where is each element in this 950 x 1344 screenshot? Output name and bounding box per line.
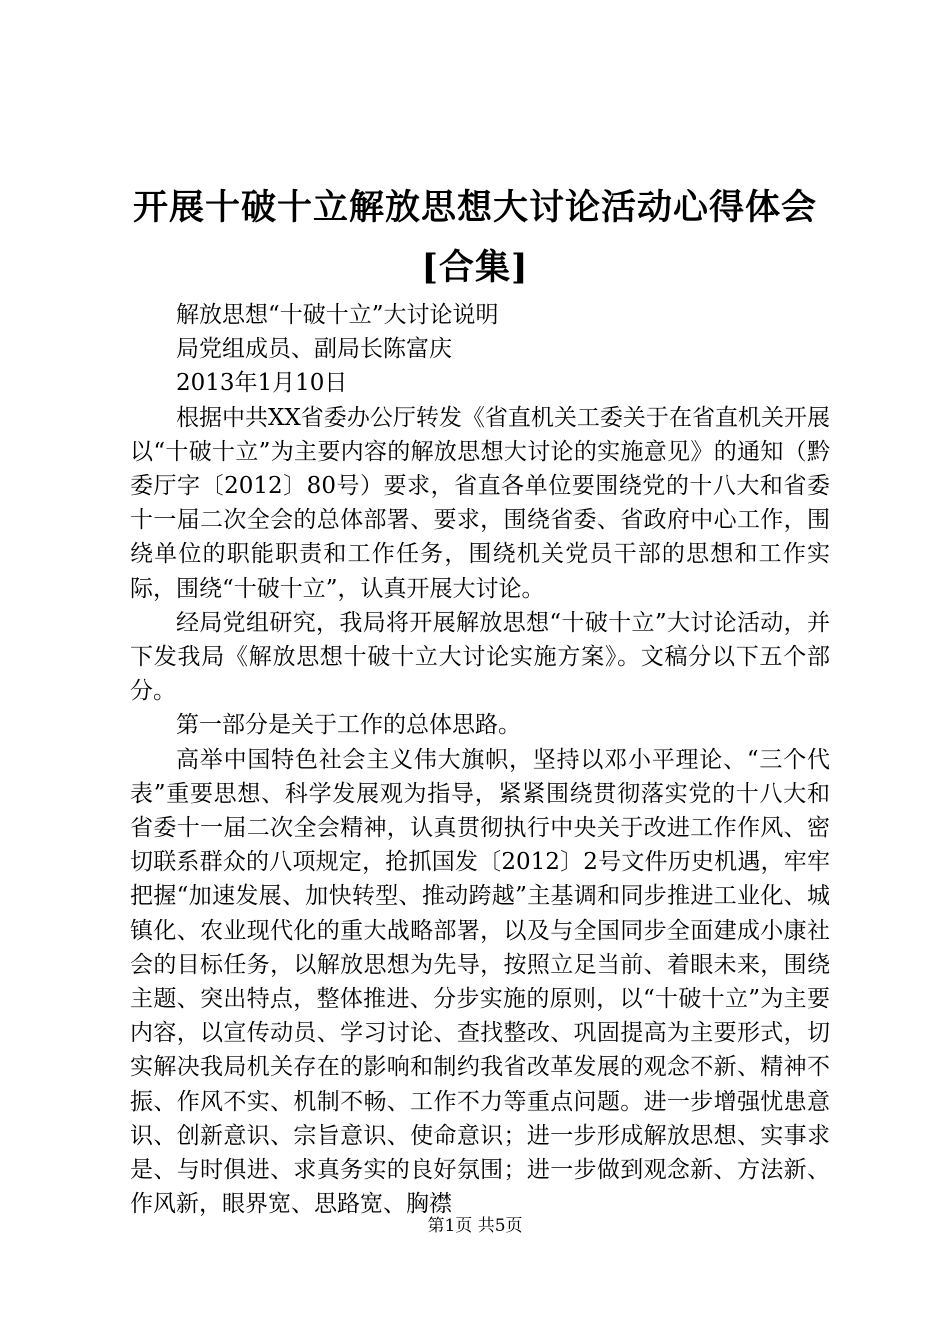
document-title-line-1: 开展十破十立解放思想大讨论活动心得体会: [132, 187, 817, 228]
paragraph-background: 根据中共XX省委办公厅转发《省直机关工委关于在省直机关开展以“十破十立”为主要内容的解放思想大讨论的实施意见》的通知（黔委厅字〔2012〕80号）要求，省直各单位要围绕党的十八大和省委十一届二次全会的总体部署、要求，围绕省委、省政府中心工作，围绕单位的职能职责和工作任务，围绕机关党员干部的思想和工作实际，围绕“十破十立”，认真开展大讨论。: [130, 404, 830, 602]
paragraph-author: 局党组成员、副局长陈富庆: [176, 336, 452, 363]
paragraph-plan: 经局党组研究，我局将开展解放思想“十破十立”大讨论活动，并下发我局《解放思想十破十立大讨论实施方案》。文稿分以下五个部分。: [130, 609, 830, 705]
document-body: [130, 298, 830, 1221]
paragraph-part-one-heading: 第一部分是关于工作的总体思路。: [176, 712, 521, 739]
paragraph-part-one-body: 高举中国特色社会主义伟大旗帜，坚持以邓小平理论、“三个代表”重要思想、科学发展观为指导，紧紧围绕贯彻落实党的十八大和省委十一届二次全会精神，认真贯彻执行中央关于改进工作作风、密切联系群众的八项规定，抢抓国发〔2012〕2号文件历史机遇，牢牢把握“加速发展、加快转型、推动跨越”主基调和同步推进工业化、城镇化、农业现代化的重大战略部署，以及与全国同步全面建成小康社会的目标任务，以解放思想为先导，按照立足当前、着眼未来，围绕主题、突出特点，整体推进、分步实施的原则，以“十破十立”为主要内容，以宣传动员、学习讨论、查找整改、巩固提高为主要形式，切实解决我局机关存在的影响和制约我省改革发展的观念不新、精神不振、作风不实、机制不畅、工作不力等重点问题。进一步增强忧患意识、创新意识、宗旨意识、使命意识；进一步形成解放思想、实事求是、与时俱进、求真务实的良好氛围；进一步做到观念新、方法新、作风新，眼界宽、思路宽、胸襟: [130, 746, 830, 1218]
page-number-footer: 第1页 共5页: [427, 1216, 523, 1236]
paragraph-date: 2013年1月10日: [176, 370, 348, 397]
document-title: [0, 178, 950, 298]
paragraph-subtitle: 解放思想“十破十立”大讨论说明: [176, 302, 499, 328]
document-title-line-2: [合集]: [421, 247, 529, 288]
